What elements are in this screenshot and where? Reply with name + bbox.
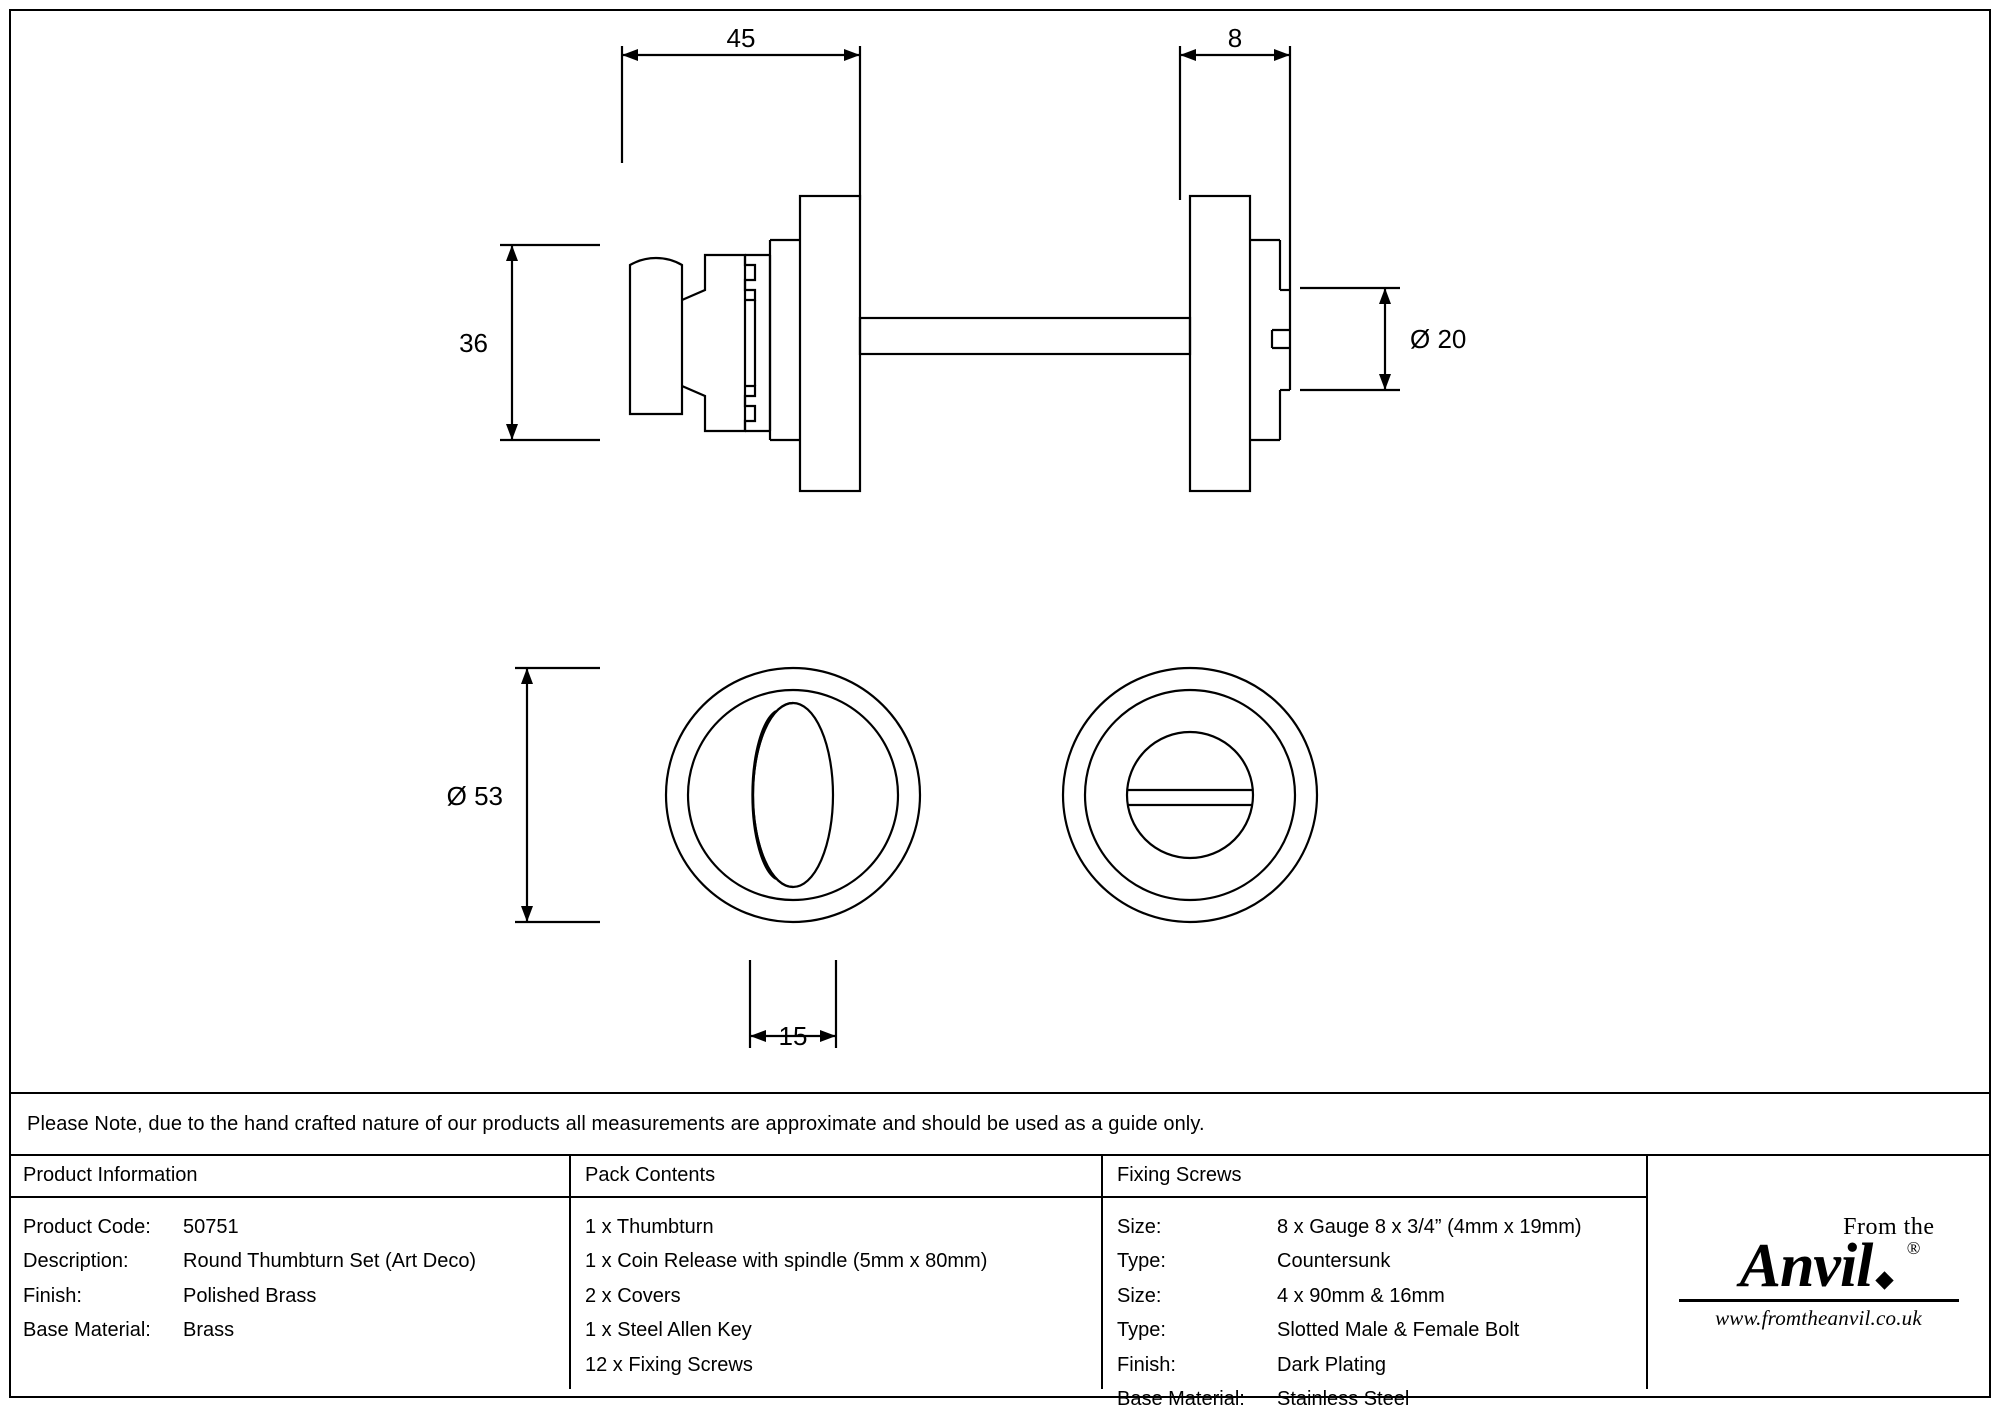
coin-release-circle [1127, 732, 1253, 858]
product-information-body [9, 1198, 569, 1348]
product-code-value: 50751 [183, 1216, 239, 1238]
table-row [23, 1313, 569, 1347]
dim-dia53-arrow-bottom [521, 906, 533, 922]
registered-trademark-icon: ® [1906, 1238, 1920, 1258]
table-row [1117, 1279, 1646, 1313]
fixing-screws-column [1103, 1156, 1648, 1407]
screw-finish-value: Dark Plating [1277, 1353, 1386, 1376]
thumbturn-rose-outer-circle [666, 668, 920, 922]
coin-rose-inner-circle [1085, 690, 1295, 900]
list-item: 1 x Coin Release with spindle (5mm x 80mm) [585, 1250, 988, 1273]
list-item: 12 x Fixing Screws [585, 1353, 753, 1376]
product-information-column [9, 1156, 571, 1389]
information-table [9, 1154, 1991, 1407]
screw-size-value-2: 4 x 90mm & 16mm [1277, 1284, 1445, 1307]
left-rose-plate [800, 196, 860, 491]
table-row [1117, 1244, 1646, 1278]
base-material-label: Base Material: [23, 1319, 151, 1342]
dim-label-dia53: Ø 53 [446, 781, 503, 811]
product-code-label: Product Code: [23, 1216, 151, 1238]
table-row [23, 1244, 569, 1278]
pack-contents-heading: Pack Contents [571, 1156, 1101, 1198]
brand-logo-cell [1648, 1156, 1989, 1389]
coin-rose-outer-circle [1063, 668, 1317, 922]
screw-base-material-label: Base Material: [1117, 1387, 1245, 1407]
thumbturn-lever-edge-curve [752, 711, 776, 879]
dim-36-arrow-bottom [506, 424, 518, 440]
brand-logo [1669, 1214, 1969, 1331]
dim-label-36: 36 [459, 328, 488, 358]
pack-contents-column [571, 1156, 1103, 1389]
dim-36-arrow-top [506, 245, 518, 261]
screw-type-label-1: Type: [1117, 1250, 1166, 1273]
fixing-screws-body [1103, 1198, 1646, 1407]
dim-15-arrow-left [750, 1030, 766, 1042]
dim-label-45: 45 [726, 23, 756, 53]
list-item: 1 x Thumbturn [585, 1216, 714, 1238]
screw-finish-label: Finish: [1117, 1353, 1176, 1376]
pack-contents-body [571, 1198, 1101, 1382]
screw-type-value-2: Slotted Male & Female Bolt [1277, 1319, 1520, 1342]
table-row [1117, 1210, 1646, 1244]
dim-15-arrow-right [820, 1030, 836, 1042]
table-row [23, 1279, 569, 1313]
dim-8-arrow-right [1274, 49, 1290, 61]
list-item: 1 x Steel Allen Key [585, 1319, 752, 1342]
thumbturn-dome [630, 258, 682, 414]
finish-value: Polished Brass [183, 1284, 317, 1307]
table-row [1117, 1313, 1646, 1347]
logo-top-text: From the [1843, 1214, 1935, 1240]
screw-size-label-1: Size: [1117, 1216, 1162, 1238]
logo-wordmark [1739, 1232, 1920, 1300]
list-item: 2 x Covers [585, 1284, 681, 1307]
screw-size-label-2: Size: [1117, 1284, 1162, 1307]
dim-label-15: 15 [778, 1021, 808, 1051]
screw-size-value-1: 8 x Gauge 8 x 3/4” (4mm x 19mm) [1277, 1216, 1582, 1238]
table-row [1117, 1348, 1646, 1382]
measurement-note-text: Please Note, due to the hand crafted nature of our products all measurements are approximate and should be used as a guide only. [27, 1112, 1205, 1135]
dim-label-8: 8 [1227, 23, 1243, 53]
dim-45-arrow-left [622, 49, 638, 61]
finish-label: Finish: [23, 1284, 82, 1307]
base-material-value: Brass [183, 1319, 235, 1342]
thumbturn-rose-inner-circle [688, 690, 898, 900]
spindle [860, 318, 1190, 354]
dim-8-arrow-left [1180, 49, 1196, 61]
table-row [1117, 1382, 1646, 1407]
dim-dia20-arrow-bottom [1379, 374, 1391, 390]
diamond-icon [1876, 1271, 1894, 1289]
table-row [23, 1210, 569, 1244]
dim-45-arrow-right [844, 49, 860, 61]
dim-label-dia20: Ø 20 [1410, 324, 1467, 354]
screw-base-material-value: Stainless Steel [1277, 1387, 1410, 1407]
dim-dia53-arrow-top [521, 668, 533, 684]
product-information-heading: Product Information [9, 1156, 569, 1198]
dim-dia20-arrow-top [1379, 288, 1391, 304]
description-label: Description: [23, 1250, 129, 1273]
screw-type-label-2: Type: [1117, 1319, 1166, 1342]
measurement-note-strip [9, 1092, 1991, 1154]
logo-url-text: www.fromtheanvil.co.uk [1715, 1306, 1922, 1330]
description-value: Round Thumbturn Set (Art Deco) [183, 1250, 477, 1273]
screw-type-value-1: Countersunk [1277, 1250, 1391, 1273]
thumbturn-lever-inner-curve [753, 703, 793, 887]
right-rose-plate [1190, 196, 1250, 491]
fixing-screws-heading: Fixing Screws [1103, 1156, 1646, 1198]
logo-wordmark-text: Anvil [1739, 1232, 1873, 1300]
